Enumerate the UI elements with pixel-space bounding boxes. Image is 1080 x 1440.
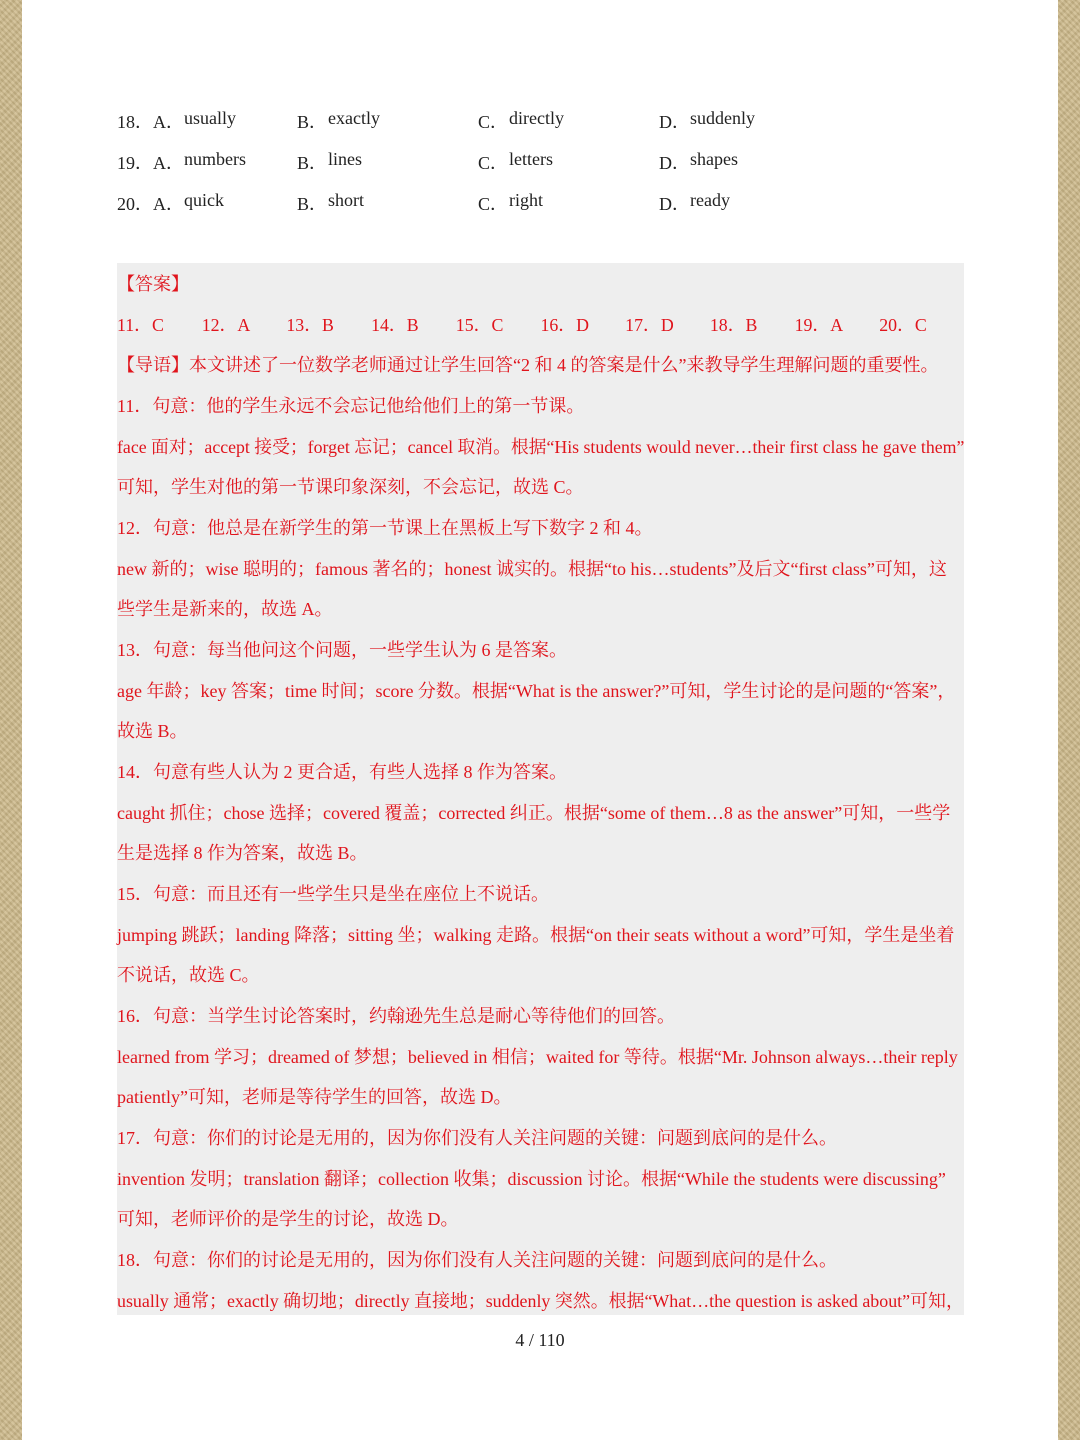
answer-key: 14．B (371, 315, 419, 335)
explanation-14-conclusion: 生是选择 8 作为答案，故选 B。 (117, 843, 368, 863)
explanation-11-conclusion: 可知，学生对他的第一节课印象深刻，不会忘记，故选 C。 (117, 477, 584, 497)
answer-key: 19．A (794, 315, 844, 335)
explanation-13-stem: 13．句意：每当他问这个问题，一些学生认为 6 是答案。 (117, 640, 567, 660)
explanation-12-options: new 新的；wise 聪明的；famous 著名的；honest 诚实的。根据“to his…students”及后文“first class”可知，这 (117, 559, 947, 579)
answer-key: 15．C (455, 315, 504, 335)
option-list (117, 100, 997, 223)
answer-key-list (117, 312, 964, 338)
option-b: B． lines (297, 148, 362, 173)
document-page (22, 0, 1058, 1440)
explanation-14-stem: 14．句意有些人认为 2 更合适，有些人选择 8 作为答案。 (117, 762, 567, 782)
explanation-15-stem: 15．句意：而且还有一些学生只是坐在座位上不说话。 (117, 884, 549, 904)
option-b: B． exactly (297, 107, 380, 132)
option-row (117, 141, 997, 182)
explanation-16-stem: 16．句意：当学生讨论答案时，约翰逊先生总是耐心等待他们的回答。 (117, 1006, 675, 1026)
option-a: A． quick (153, 189, 224, 214)
option-c: C． directly (478, 107, 564, 132)
explanation-16-conclusion: patiently”可知，老师是等待学生的回答，故选 D。 (117, 1087, 512, 1107)
explanation-16-options: learned from 学习；dreamed of 梦想；believed in 相信；waited for 等待。根据“Mr. Johnson always…their reply (117, 1047, 958, 1067)
answer-key: 13．B (286, 315, 334, 335)
answer-key: 16．D (540, 315, 590, 335)
explanation-17-conclusion: 可知，老师评价的是学生的讨论，故选 D。 (117, 1209, 459, 1229)
answer-key: 17．D (625, 315, 674, 335)
explanation-12-conclusion: 些学生是新来的，故选 A。 (117, 599, 333, 619)
guide-text: 【导语】本文讲述了一位数学老师通过让学生回答“2 和 4 的答案是什么”来教导学生理解问题的重要性。 (117, 355, 939, 375)
explanation-13-options: age 年龄；key 答案；time 时间；score 分数。根据“What is the answer?”可知，学生讨论的是问题的“答案”， (117, 681, 956, 701)
question-number: 19． (117, 152, 153, 173)
explanation-15-conclusion: 不说话，故选 C。 (117, 965, 260, 985)
explanation-14-options: caught 抓住；chose 选择；covered 覆盖；corrected 纠正。根据“some of them…8 as the answer”可知，一些学 (117, 803, 951, 823)
explanation-12-stem: 12．句意：他总是在新学生的第一节课上在黑板上写下数字 2 和 4。 (117, 518, 653, 538)
option-row (117, 100, 997, 141)
answer-section (117, 263, 964, 1315)
question-number: 20． (117, 193, 153, 214)
option-c: C． right (478, 189, 543, 214)
option-d: D． shapes (659, 148, 738, 173)
page-number: 4 / 110 (515, 1330, 565, 1350)
option-d: D． suddenly (659, 107, 755, 132)
explanation-17-stem: 17．句意：你们的讨论是无用的，因为你们没有人关注问题的关键：问题到底问的是什么。 (117, 1128, 837, 1148)
explanation-11-options: face 面对；accept 接受；forget 忘记；cancel 取消。根据“His students would never…their first class he gave them” (117, 437, 965, 457)
answer-key: 12．A (201, 315, 251, 335)
option-row (117, 182, 997, 223)
explanation-18-options: usually 通常；exactly 确切地；directly 直接地；suddenly 突然。根据“What…the question is asked about”可知， (117, 1291, 964, 1311)
explanation-15-options: jumping 跳跃；landing 降落；sitting 坐；walking 走路。根据“on their seats without a word”可知，学生是坐着 (117, 925, 955, 945)
option-a: A． numbers (153, 148, 246, 173)
option-d: D． ready (659, 189, 730, 214)
option-a: A． usually (153, 107, 236, 132)
answer-heading: 【答案】 (117, 274, 189, 294)
explanation-18-stem: 18．句意：你们的讨论是无用的，因为你们没有人关注问题的关键：问题到底问的是什么。 (117, 1250, 837, 1270)
answer-key: 20．C (879, 315, 927, 335)
question-number: 18． (117, 111, 153, 132)
option-b: B． short (297, 189, 364, 214)
answer-key: 18．B (709, 315, 758, 335)
explanation-11-stem: 11．句意：他的学生永远不会忘记他给他们上的第一节课。 (117, 396, 585, 416)
answer-key: 11．C (117, 315, 164, 335)
explanation-17-options: invention 发明；translation 翻译；collection 收集；discussion 讨论。根据“While the students were discussing” (117, 1169, 946, 1189)
option-c: C． letters (478, 148, 553, 173)
explanation-13-conclusion: 故选 B。 (117, 721, 188, 741)
